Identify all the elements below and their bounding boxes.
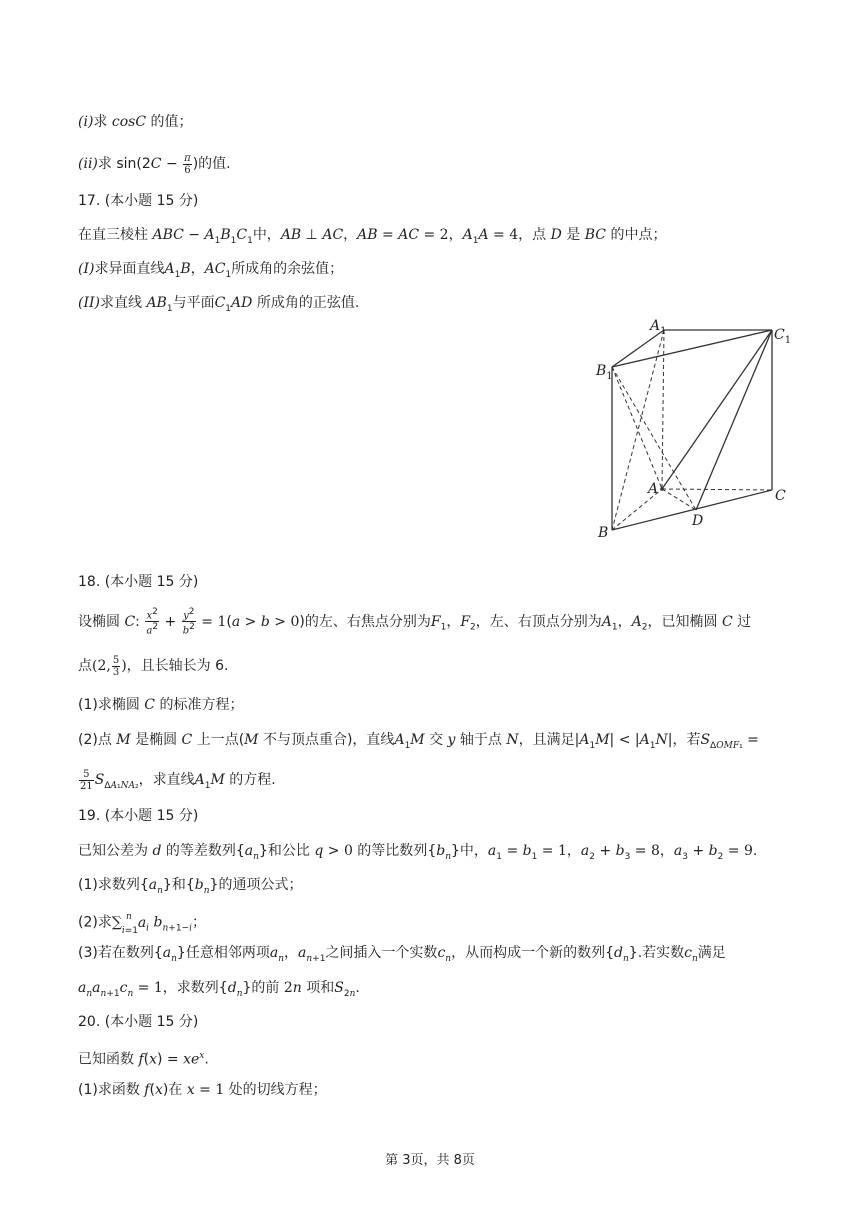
label-A1: $A_1$ bbox=[650, 318, 667, 337]
text-line: (3)若在数列$\{a_n\}$任意相邻两项$a_n$，$a_{n+1}$之间插入一个实数$c_n$，从而构成一个新的数列$\{d_n\}$.若实数$c_n$满足 bbox=[78, 945, 726, 964]
text-line: (I)求异面直线$A_1B$，$AC_1$所成角的余弦值； bbox=[78, 261, 344, 280]
prism-figure bbox=[592, 312, 802, 544]
text-line: (i)求 cosC 的值； bbox=[78, 114, 193, 130]
label-B1: $B_1$ bbox=[596, 363, 613, 382]
text-line: 已知函数 $f(x) = xe^x$. bbox=[78, 1051, 209, 1068]
question-17-heading: 17. (本小题 15 分) bbox=[78, 193, 199, 209]
text-line: 已知公差为 d 的等差数列$\{a_n\}$和公比 q > 0 的等比数列$\{b_n\}$中，$a_1 = b_1 = 1$，$a_2 + b_3 = 8$，$a_3 + b_2 = 9$. bbox=[78, 843, 758, 862]
label-B: B bbox=[598, 525, 609, 541]
label-C1: $C_1$ bbox=[774, 327, 792, 346]
question-18-heading: 18. (本小题 15 分) bbox=[78, 574, 199, 590]
text-line: 设椭圆 C: $\frac{x^2}{a^2}$ + $\frac{y^2}{b^2}$ = 1(a > b > 0)的左、右焦点分别为$F_1$，$F_2$，左、右顶点分别为$A_1$，$A_2$，已知椭圆 C 过 bbox=[78, 607, 752, 637]
page-footer: 第 3页，共 8页 bbox=[385, 1153, 475, 1168]
text-line: 点(2, $\frac{5}{3}$ )，且长轴长为 6. bbox=[78, 654, 229, 678]
text-line: $a_na_{n+1}c_n = 1$，求数列$\{d_n\}$的前 2n 项和$S_{2n}$. bbox=[78, 980, 360, 999]
text-line: (ii)求 sin(2C − $\frac{\pi}{6}$ )的值. bbox=[78, 152, 231, 176]
text-line: (1)求数列$\{a_n\}$和$\{b_n\}$的通项公式； bbox=[78, 877, 303, 896]
text-line: (1)求函数 f(x)在 x = 1 处的切线方程； bbox=[78, 1082, 327, 1098]
text-line: (II)求直线 $AB_1$与平面$C_1AD$ 所成角的正弦值. bbox=[78, 295, 360, 314]
question-19-heading: 19. (本小题 15 分) bbox=[78, 808, 199, 824]
text-line: 在直三棱柱 ABC − $A_1B_1C_1$中，AB ⊥ AC，AB = AC = 2，$A_1A = 4$，点 D 是 BC 的中点； bbox=[78, 227, 667, 246]
text-line: (2)求$\sum_{i=1}^n$ $a_i$ $b_{n+1-i}$； bbox=[78, 912, 206, 937]
label-D: D bbox=[692, 513, 704, 529]
text-line: $\frac{5}{21}$ $S_{\Delta A_1NA_2}$，求直线$A_1M$ 的方程. bbox=[80, 768, 276, 792]
text-line: (2)点 M 是椭圆 C 上一点(M 不与顶点重合)，直线$A_1M$ 交 y 轴于点 N，且满足$|A_1M| < |A_1N|$，若$S_{\Delta OMF_1}$ = bbox=[78, 732, 759, 751]
question-20-heading: 20. (本小题 15 分) bbox=[78, 1014, 199, 1030]
label-A: A bbox=[648, 481, 659, 497]
text-line: (1)求椭圆 C 的标准方程； bbox=[78, 697, 244, 713]
label-C: C bbox=[775, 488, 786, 504]
